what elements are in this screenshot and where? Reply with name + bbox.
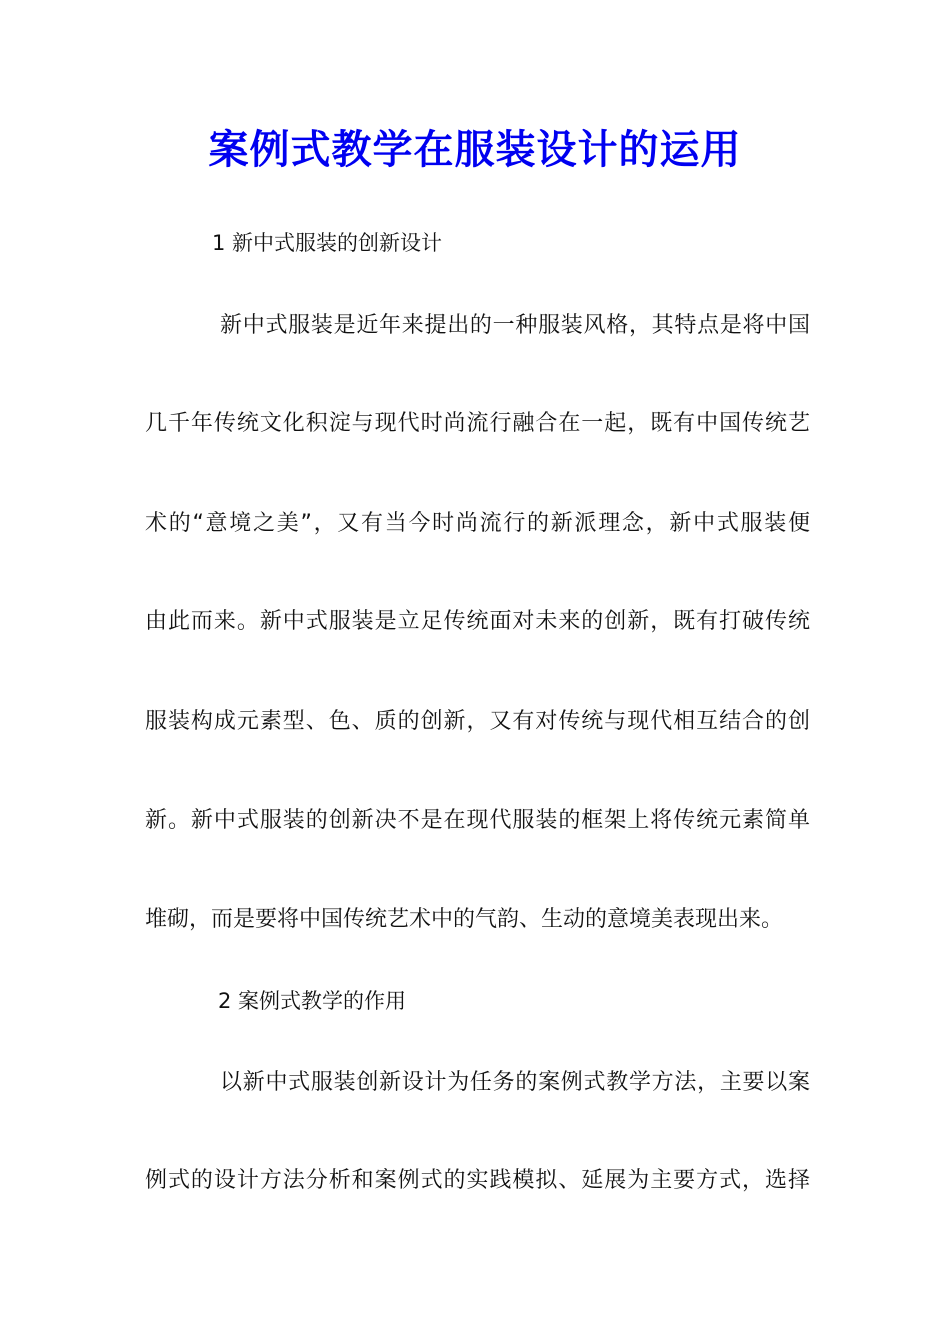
paragraph-line: 服装构成元素型、色、质的创新，又有对传统与现代相互结合的创 <box>145 709 810 734</box>
paragraph-line: 堆砌，而是要将中国传统艺术中的气韵、生动的意境美表现出来。 <box>145 907 784 932</box>
paragraph-line: 例式的设计方法分析和案例式的实践模拟、延展为主要方式，选择 <box>145 1168 810 1193</box>
paragraph-line: 新。新中式服装的创新决不是在现代服装的框架上将传统元素简单 <box>145 808 810 833</box>
section-heading-2: 2 案例式教学的作用 <box>218 989 407 1013</box>
document-title: 案例式教学在服装设计的运用 <box>208 127 742 173</box>
section-heading-1: 1 新中式服装的创新设计 <box>212 231 443 255</box>
paragraph-line: 新中式服装是近年来提出的一种服装风格，其特点是将中国 <box>220 313 810 338</box>
paragraph-line: 几千年传统文化积淀与现代时尚流行融合在一起，既有中国传统艺 <box>145 411 810 436</box>
paragraph-line: 以新中式服装创新设计为任务的案例式教学方法，主要以案 <box>220 1070 810 1095</box>
paragraph-line: 由此而来。新中式服装是立足传统面对未来的创新，既有打破传统 <box>145 609 810 634</box>
paragraph-line: 术的“意境之美”，又有当今时尚流行的新派理念，新中式服装便 <box>145 511 810 536</box>
